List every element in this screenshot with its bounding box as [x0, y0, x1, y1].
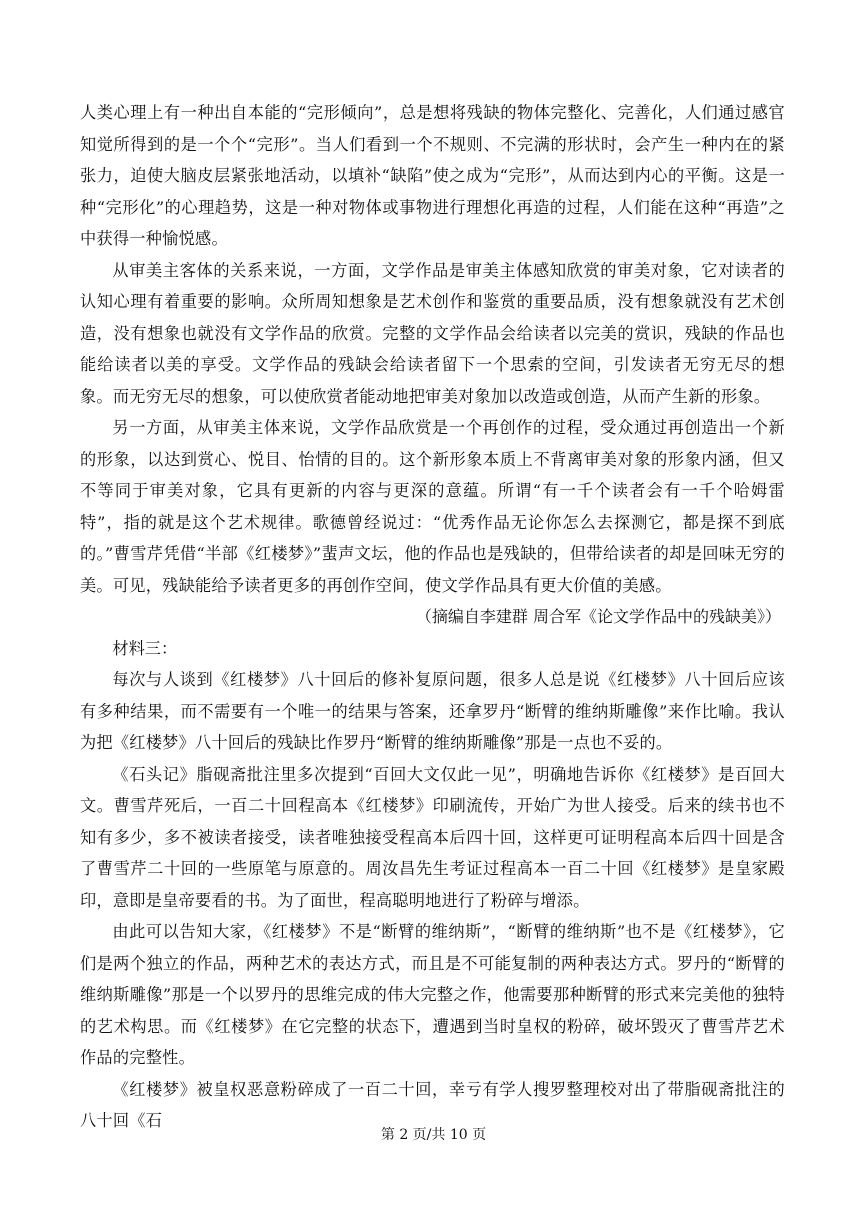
document-body — [80, 97, 785, 1137]
paragraph-recreation: 另一方面，从审美主体来说，文学作品欣赏是一个再创作的过程，受众通过再创造出一个新的形象，以达到赏心、悦目、怡情的目的。这个新形象本质上不背离审美对象的形象内涵，但又不等同于审美对象，它具有更新的内容与更深的意蕴。所谓“有一千个读者会有一千个哈姆雷特”，指的就是这个艺术规律。歌德曾经说过：“优秀作品无论你怎么去探测它，都是探不到底的。”曹雪芹凭借“半部《红楼梦》”蜚声文坛，他的作品也是残缺的，但带给读者的却是回味无穷的美。可见，残缺能给予读者更多的再创作空间，使文学作品具有更大价值的美感。 — [80, 418, 785, 595]
paragraph-venus-comparison: 每次与人谈到《红楼梦》八十回后的修补复原问题，很多人总是说《红楼梦》八十回后应该有多种结果，而不需要有一个唯一的结果与答案，还拿罗丹“断臂的维纳斯雕像”来作比喻。我认为把《红楼梦》八十回后的残缺比作罗丹“断臂的维纳斯雕像”那是一点也不妥的。 — [80, 670, 785, 752]
paragraph-stone-story: 《石头记》脂砚斋批注里多次提到“百回大文仅此一见”，明确地告诉你《红楼梦》是百回大文。曹雪芹死后，一百二十回程高本《红楼梦》印刷流传，开始广为世人接受。后来的续书也不知有多少，多不被读者接受，读者唯独接受程高本后四十回，这样更可证明程高本后四十回是含了曹雪芹二十回的一些原笔与原意的。周汝昌先生考证过程高本一百二十回《红楼梦》是皇家殿印，意即是皇帝要看的书。为了面世，程高聪明地进行了粉碎与增添。 — [80, 764, 785, 910]
source-citation: （摘编自李建群 周合军《论文学作品中的残缺美》） — [415, 607, 781, 626]
paragraph-aesthetic-subject-object: 从审美主客体的关系来说，一方面，文学作品是审美主体感知欣赏的审美对象，它对读者的认知心理有着重要的影响。众所周知想象是艺术创作和鉴赏的重要品质，没有想象就没有艺术创造，没有想象也就没有文学作品的欣赏。完整的文学作品会给读者以完美的赏识，残缺的作品也能给读者以美的享受。文学作品的残缺会给读者留下一个思索的空间，引发读者无穷无尽的想象。而无穷无尽的想象，可以使欣赏者能动地把审美对象加以改造或创造，从而产生新的形象。 — [80, 260, 785, 406]
paragraph-gestalt-tendency: 人类心理上有一种出自本能的“完形倾向”，总是想将残缺的物体完整化、完善化，人们通过感官知觉所得到的是一个个“完形”。当人们看到一个不规则、不完满的形状时，会产生一种内在的紧张力，迫使大脑皮层紧张地活动，以填补“缺陷”使之成为“完形”，从而达到内心的平衡。这是一种“完形化”的心理趋势，这是一种对物体或事物进行理想化再造的过程，人们能在这种“再造”之中获得一种愉悦感。 — [80, 103, 785, 248]
paragraph-fragmented: 《红楼梦》被皇权恶意粉碎成了一百二十回，幸亏有学人搜罗整理校对出了带脂砚斋批注的八十回《石 — [80, 1079, 785, 1130]
material-three-heading: 材料三： — [112, 638, 178, 658]
paragraph-two-works: 由此可以告知大家，《红楼梦》不是“断臂的维纳斯”，“断臂的维纳斯”也不是《红楼梦》，它们是两个独立的作品，两种艺术的表达方式，而且是不可能复制的两种表达方式。罗丹的“断臂的维纳斯雕像”那是一个以罗丹的思维完成的伟大完整之作，他需要那种断臂的形式来完美他的独特的艺术构思。而《红楼梦》在它完整的状态下，遭遇到当时皇权的粉碎，破坏毁灭了曹雪芹艺术作品的完整性。 — [80, 922, 785, 1067]
page-number-footer: 第 2 页/共 10 页 — [380, 1127, 487, 1143]
